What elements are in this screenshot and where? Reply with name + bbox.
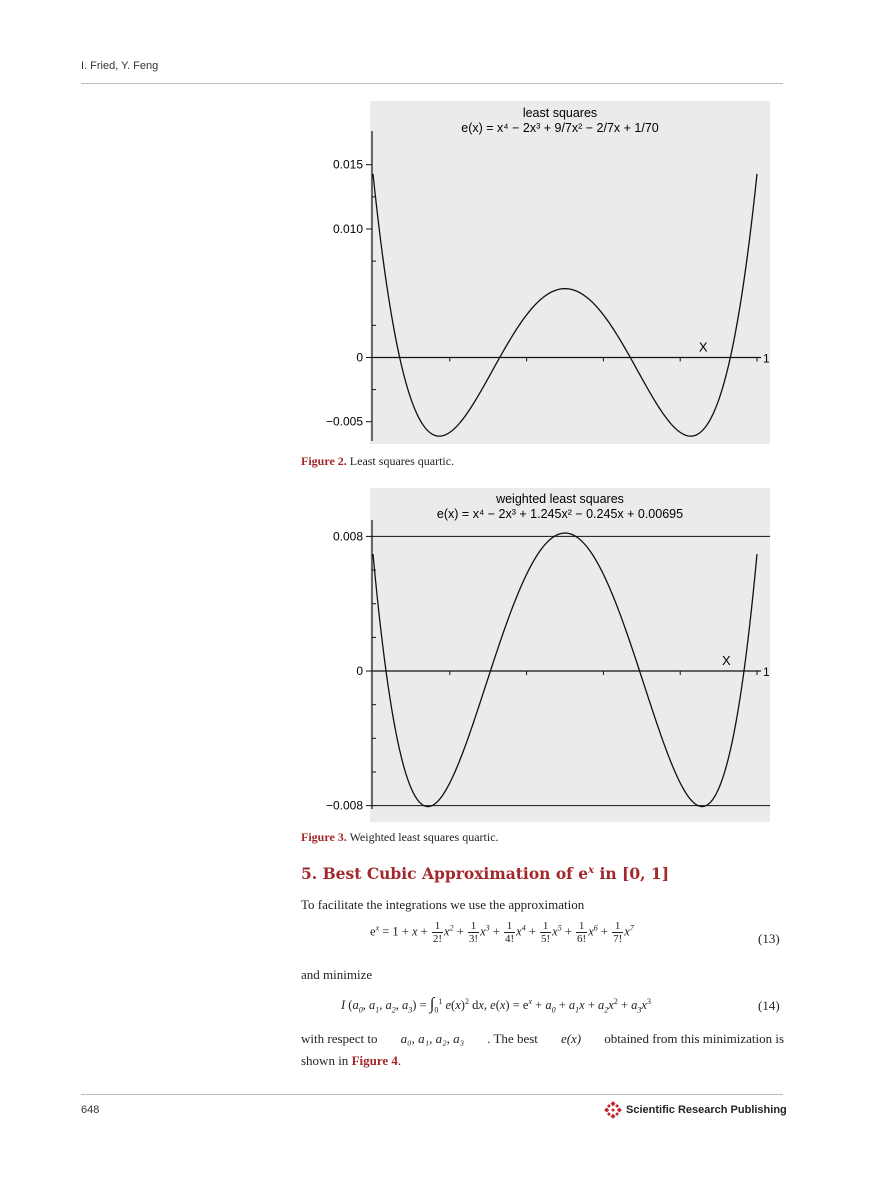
y-tick-label: 0.008: [332, 529, 363, 544]
section-title-main: 5. Best Cubic Approximation of e: [301, 864, 589, 883]
error-function: e(x): [560, 1031, 582, 1046]
chart-subtitle: e(x) = x⁴ − 2x³ + 1.245x² − 0.245x + 0.00695: [436, 507, 684, 521]
paragraph-minimize: and minimize: [301, 967, 373, 982]
header-rule: [81, 83, 783, 84]
caption-text: Weighted least squares quartic.: [346, 830, 499, 844]
x-end-label: 1: [763, 351, 770, 366]
figure-label: Figure 2.: [301, 454, 347, 468]
y-tick-label: 0.010: [332, 221, 363, 236]
paragraph-intro: To facilitate the integrations we use the approximation: [301, 897, 585, 912]
equation-14: I ($a_0$, $a_1$, $a_2$, $a_3) = \int_0^1$ $e(x)^2$ dx, $e(x) = e^x + a_0 + a_1x + a_2x^2 + a_3x^3$: [341, 994, 651, 1015]
text-segment: . The best: [487, 1031, 538, 1046]
equation-13-number: (13): [758, 931, 780, 946]
equation-13: $e^x = 1 + x$ + $\frac{1}{2!}$ $x^2$ + $\frac{1}{3!}$ $x^3$ + $\frac{1}{4!}$ $x^4$ + $\frac{1}{5!}$ $x^5$ + $\frac{1}{6!}$ $x^6$ + $\frac{1}{7!}$ $x^7$: [370, 920, 634, 946]
x-axis-marker: X: [698, 339, 708, 355]
footer-rule: [81, 1094, 783, 1095]
section-title-end: in [0, 1]: [594, 864, 670, 883]
y-tick-label: −0.008: [325, 798, 363, 813]
y-tick-label: 0: [356, 350, 363, 365]
figure-3-caption: [301, 830, 499, 845]
y-tick-label: 0: [356, 664, 363, 679]
equation-14-number: (14): [758, 998, 780, 1013]
figure-3-chart: [320, 488, 770, 822]
x-end-label: 1: [763, 665, 770, 680]
y-tick-label: 0.015: [332, 157, 363, 172]
publisher-brand: [604, 1101, 787, 1119]
least-squares-plot: [320, 101, 770, 444]
chart-subtitle: e(x) = x⁴ − 2x³ + 9/7x² − 2/7x + 1/70: [461, 121, 659, 135]
text-segment: obtained from this minimization is: [604, 1031, 784, 1046]
section-title-sup: x: [588, 864, 595, 876]
text-segment: shown in: [301, 1053, 352, 1068]
y-tick-label: −0.005: [325, 414, 363, 429]
caption-text: Least squares quartic.: [346, 454, 455, 468]
figure-label: Figure 3.: [301, 830, 347, 844]
plot-background: [370, 488, 770, 822]
figure-2-caption: [301, 454, 454, 469]
figure-4-link[interactable]: Figure 4: [351, 1053, 398, 1068]
paragraph-result: [301, 1031, 784, 1047]
variable-list: a₀, a₁, a₂, a₃: [400, 1031, 465, 1046]
text-segment: with respect to: [301, 1031, 378, 1046]
chart-title: weighted least squares: [496, 492, 624, 506]
paragraph-result-cont: [301, 1053, 401, 1069]
figure-2-chart: [320, 101, 770, 444]
publisher-name: Scientific Research Publishing: [626, 1104, 787, 1116]
running-header-author: I. Fried, Y. Feng: [81, 60, 159, 72]
weighted-least-squares-plot: [320, 488, 770, 822]
section-heading: [301, 864, 669, 883]
plot-background: [370, 101, 770, 444]
publisher-logo-icon: [604, 1101, 622, 1119]
page-number: 648: [81, 1104, 100, 1116]
chart-title: least squares: [522, 106, 598, 120]
x-axis-marker: X: [721, 653, 731, 669]
text-segment: .: [397, 1053, 402, 1068]
